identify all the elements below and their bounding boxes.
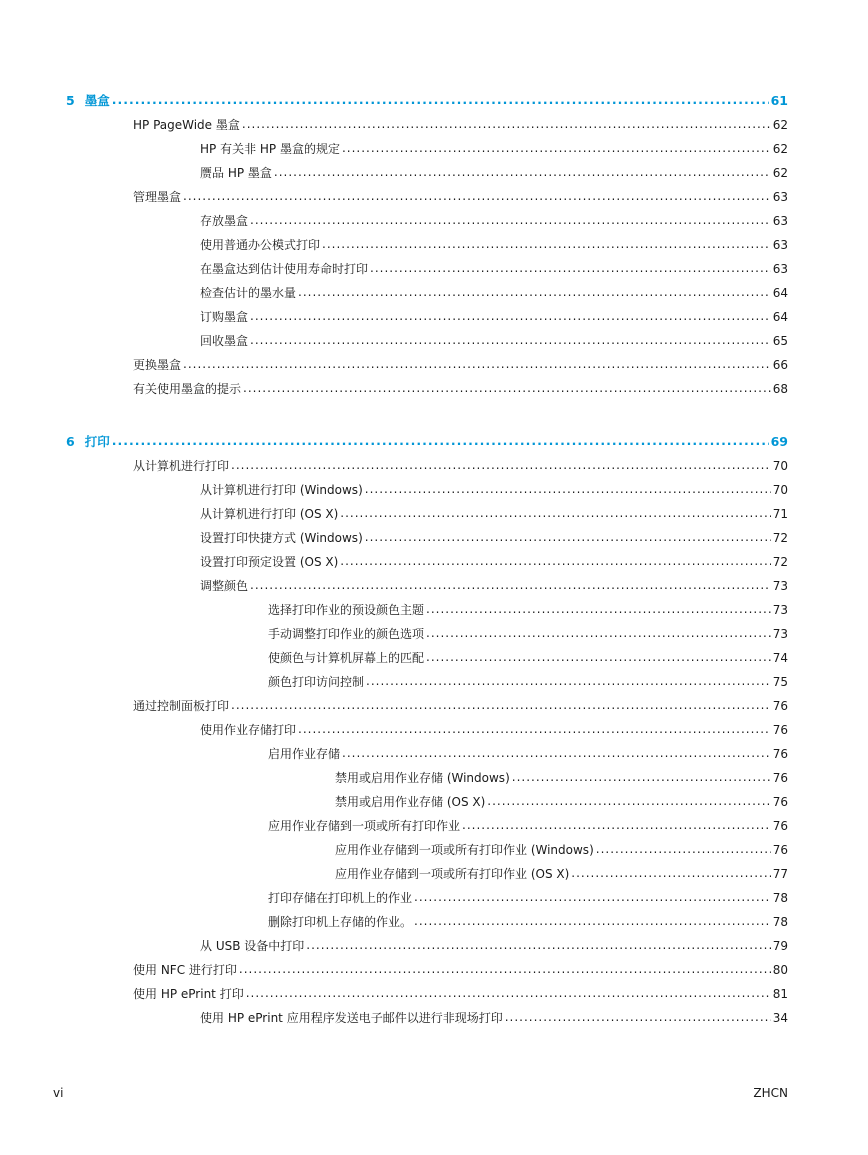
toc-page-number: 73	[772, 579, 788, 593]
toc-page-number: 77	[772, 867, 788, 881]
toc-entry-level-2[interactable]	[200, 328, 788, 348]
toc-page-number: 78	[772, 891, 788, 905]
toc-entry-title: HP PageWide 墨盒	[133, 118, 240, 132]
toc-page-number: 80	[772, 963, 788, 977]
toc-dot-leader	[183, 357, 771, 371]
toc-entry-title: 订购墨盒	[200, 310, 249, 324]
toc-entry-level-3[interactable]	[268, 621, 788, 641]
toc-entry-level-2[interactable]	[200, 136, 788, 156]
toc-page-number: 34	[772, 1011, 788, 1025]
toc-dot-leader	[250, 309, 771, 323]
toc-page-number: 74	[772, 651, 788, 665]
toc-entry-title: 手动调整打印作业的颜色选项	[268, 627, 425, 641]
toc-page-number: 70	[772, 483, 788, 497]
toc-dot-leader	[250, 333, 771, 347]
toc-dot-leader	[183, 189, 771, 203]
toc-dot-leader	[231, 458, 771, 472]
toc-entry-title: 赝品 HP 墨盒	[200, 166, 272, 180]
toc-entry-level-2[interactable]	[200, 1005, 788, 1025]
toc-dot-leader	[298, 722, 771, 736]
toc-dot-leader	[370, 261, 771, 275]
toc-entry-level-2[interactable]	[200, 477, 788, 497]
toc-entry-level-2[interactable]	[200, 208, 788, 228]
toc-dot-leader	[342, 141, 771, 155]
toc-entry-level-1[interactable]	[133, 376, 788, 396]
toc-dot-leader	[340, 554, 770, 568]
toc-page-number: 73	[772, 627, 788, 641]
toc-entry-title: 禁用或启用作业存储 (OS X)	[335, 795, 486, 809]
toc-dot-leader	[426, 602, 771, 616]
toc-entry-level-2[interactable]	[200, 280, 788, 300]
toc-page-number: 78	[772, 915, 788, 929]
toc-page-number: 72	[772, 531, 788, 545]
toc-page-number: 81	[772, 987, 788, 1001]
toc-dot-leader	[487, 794, 770, 808]
toc-page-number: 64	[772, 286, 788, 300]
toc-entry-level-2[interactable]	[200, 160, 788, 180]
toc-page-number: 76	[772, 843, 788, 857]
toc-dot-leader	[298, 285, 771, 299]
toc-page-number: 65	[772, 334, 788, 348]
toc-page-number: 63	[772, 262, 788, 276]
toc-dot-leader	[243, 381, 771, 395]
toc-dot-leader	[414, 914, 771, 928]
toc-entry-level-4[interactable]	[335, 837, 788, 857]
toc-entry-title: 禁用或启用作业存储 (Windows)	[335, 771, 510, 785]
toc-entry-level-1[interactable]	[133, 981, 788, 1001]
toc-page-number: 70	[772, 459, 788, 473]
toc-page-number: 68	[772, 382, 788, 396]
toc-dot-leader	[306, 938, 770, 952]
toc-entry-title: 应用作业存储到一项或所有打印作业 (OS X)	[335, 867, 570, 881]
toc-page-number: 75	[772, 675, 788, 689]
toc-entry-level-3[interactable]	[268, 885, 788, 905]
toc-entry-title: 存放墨盒	[200, 214, 249, 228]
toc-entry-title: 从 USB 设备中打印	[200, 939, 305, 953]
toc-entry-level-3[interactable]	[268, 669, 788, 689]
toc-entry-level-2[interactable]	[200, 256, 788, 276]
toc-dot-leader	[426, 626, 771, 640]
toc-entry-level-2[interactable]	[200, 573, 788, 593]
toc-chapter-title	[66, 435, 112, 449]
toc-chapter-entry[interactable]	[66, 88, 788, 108]
toc-entry-title: 应用作业存储到一项或所有打印作业 (Windows)	[335, 843, 594, 857]
toc-entry-level-3[interactable]	[268, 813, 788, 833]
toc-dot-leader	[231, 698, 771, 712]
toc-entry-title: 从计算机进行打印 (Windows)	[200, 483, 363, 497]
toc-dot-leader	[426, 650, 771, 664]
toc-page-number: 62	[772, 142, 788, 156]
toc-dot-leader	[596, 842, 771, 856]
toc-page-number: 62	[772, 166, 788, 180]
toc-entry-title: 有关使用墨盒的提示	[133, 382, 242, 396]
toc-page-number: 72	[772, 555, 788, 569]
toc-entry-level-1[interactable]	[133, 693, 788, 713]
toc-dot-leader	[239, 962, 771, 976]
footer-page-number: vi	[53, 1086, 64, 1100]
toc-entry-title: 删除打印机上存储的作业。	[268, 915, 413, 929]
toc-entry-title: 打印存储在打印机上的作业	[268, 891, 413, 905]
toc-dot-leader	[246, 986, 771, 1000]
toc-dot-leader	[512, 770, 771, 784]
toc-entry-title: 从计算机进行打印 (OS X)	[200, 507, 339, 521]
toc-entry-level-1[interactable]	[133, 453, 788, 473]
toc-entry-level-2[interactable]	[200, 933, 788, 953]
toc-entry-title: 检查估计的墨水量	[200, 286, 297, 300]
toc-entry-level-3[interactable]	[268, 909, 788, 929]
toc-page-number: 63	[772, 190, 788, 204]
toc-entry-title: 更换墨盒	[133, 358, 182, 372]
toc-entry-level-4[interactable]	[335, 765, 788, 785]
toc-entry-level-3[interactable]	[268, 741, 788, 761]
toc-dot-leader	[342, 746, 771, 760]
toc-entry-level-1[interactable]	[133, 352, 788, 372]
toc-dot-leader	[462, 818, 771, 832]
toc-entry-level-2[interactable]	[200, 232, 788, 252]
toc-entry-level-2[interactable]	[200, 717, 788, 737]
toc-entry-title: 使用作业存储打印	[200, 723, 297, 737]
toc-dot-leader	[366, 674, 771, 688]
toc-page-number: 62	[772, 118, 788, 132]
toc-entry-title: 管理墨盒	[133, 190, 182, 204]
toc-entry-level-2[interactable]	[200, 525, 788, 545]
toc-entry-title: 颜色打印访问控制	[268, 675, 365, 689]
toc-entry-title: 启用作业存储	[268, 747, 341, 761]
toc-entry-level-4[interactable]	[335, 861, 788, 881]
toc-dot-leader	[242, 117, 771, 131]
toc-dot-leader	[250, 213, 771, 227]
toc-dot-leader	[250, 578, 771, 592]
toc-entry-level-1[interactable]	[133, 112, 788, 132]
toc-entry-title: 使用 HP ePrint 打印	[133, 987, 244, 1001]
toc-entry-title: 使用 HP ePrint 应用程序发送电子邮件以进行非现场打印	[200, 1011, 503, 1025]
toc-entry-title: HP 有关非 HP 墨盒的规定	[200, 142, 340, 156]
toc-dot-leader	[340, 506, 770, 520]
toc-page-number: 66	[772, 358, 788, 372]
toc-entry-title: 从计算机进行打印	[133, 459, 230, 473]
toc-entry-title: 使颜色与计算机屏幕上的匹配	[268, 651, 425, 665]
toc-dot-leader	[505, 1010, 771, 1024]
toc-chapter-number: 6	[66, 434, 75, 449]
toc-chapter-title	[66, 94, 112, 108]
toc-entry-title: 调整颜色	[200, 579, 249, 593]
toc-entry-title: 应用作业存储到一项或所有打印作业	[268, 819, 461, 833]
toc-entry-level-3[interactable]	[268, 597, 788, 617]
toc-entry-title: 设置打印预定设置 (OS X)	[200, 555, 339, 569]
toc-page-number: 73	[772, 603, 788, 617]
toc-page-number: 76	[772, 771, 788, 785]
toc-page-number: 76	[772, 795, 788, 809]
toc-page-number: 76	[772, 723, 788, 737]
footer-locale: ZHCN	[753, 1086, 788, 1100]
toc-page-number: 76	[772, 819, 788, 833]
toc-chapter-entry[interactable]	[66, 429, 788, 449]
toc-entry-title: 选择打印作业的预设颜色主题	[268, 603, 425, 617]
toc-page-number: 69	[770, 434, 788, 449]
toc-dot-leader	[571, 866, 770, 880]
toc-chapter-label: 打印	[84, 434, 110, 449]
toc-dot-leader	[112, 434, 769, 448]
toc-page-number: 76	[772, 747, 788, 761]
toc-page-number: 61	[770, 93, 788, 108]
toc-dot-leader	[274, 165, 771, 179]
toc-entry-title: 通过控制面板打印	[133, 699, 230, 713]
toc-chapter-number: 5	[66, 93, 75, 108]
toc-dot-leader	[322, 237, 771, 251]
toc-dot-leader	[365, 530, 771, 544]
toc-entry-level-2[interactable]	[200, 304, 788, 324]
toc-entry-level-2[interactable]	[200, 549, 788, 569]
toc-page-number: 64	[772, 310, 788, 324]
toc-entry-level-1[interactable]	[133, 957, 788, 977]
toc-page-number: 79	[772, 939, 788, 953]
toc-dot-leader	[112, 93, 769, 107]
toc-entry-title: 使用普通办公模式打印	[200, 238, 321, 252]
toc-page-number: 71	[772, 507, 788, 521]
toc-dot-leader	[414, 890, 771, 904]
toc-entry-level-4[interactable]	[335, 789, 788, 809]
toc-entry-level-1[interactable]	[133, 184, 788, 204]
toc-page-number: 76	[772, 699, 788, 713]
toc-page-number: 63	[772, 214, 788, 228]
toc-entry-level-3[interactable]	[268, 645, 788, 665]
toc-chapter-label: 墨盒	[84, 93, 110, 108]
toc-entry-title: 回收墨盒	[200, 334, 249, 348]
toc-page-number: 63	[772, 238, 788, 252]
toc-entry-title: 设置打印快捷方式 (Windows)	[200, 531, 363, 545]
toc-entry-title: 使用 NFC 进行打印	[133, 963, 237, 977]
toc-entry-level-2[interactable]	[200, 501, 788, 521]
toc-entry-title: 在墨盒达到估计使用寿命时打印	[200, 262, 369, 276]
toc-dot-leader	[365, 482, 771, 496]
